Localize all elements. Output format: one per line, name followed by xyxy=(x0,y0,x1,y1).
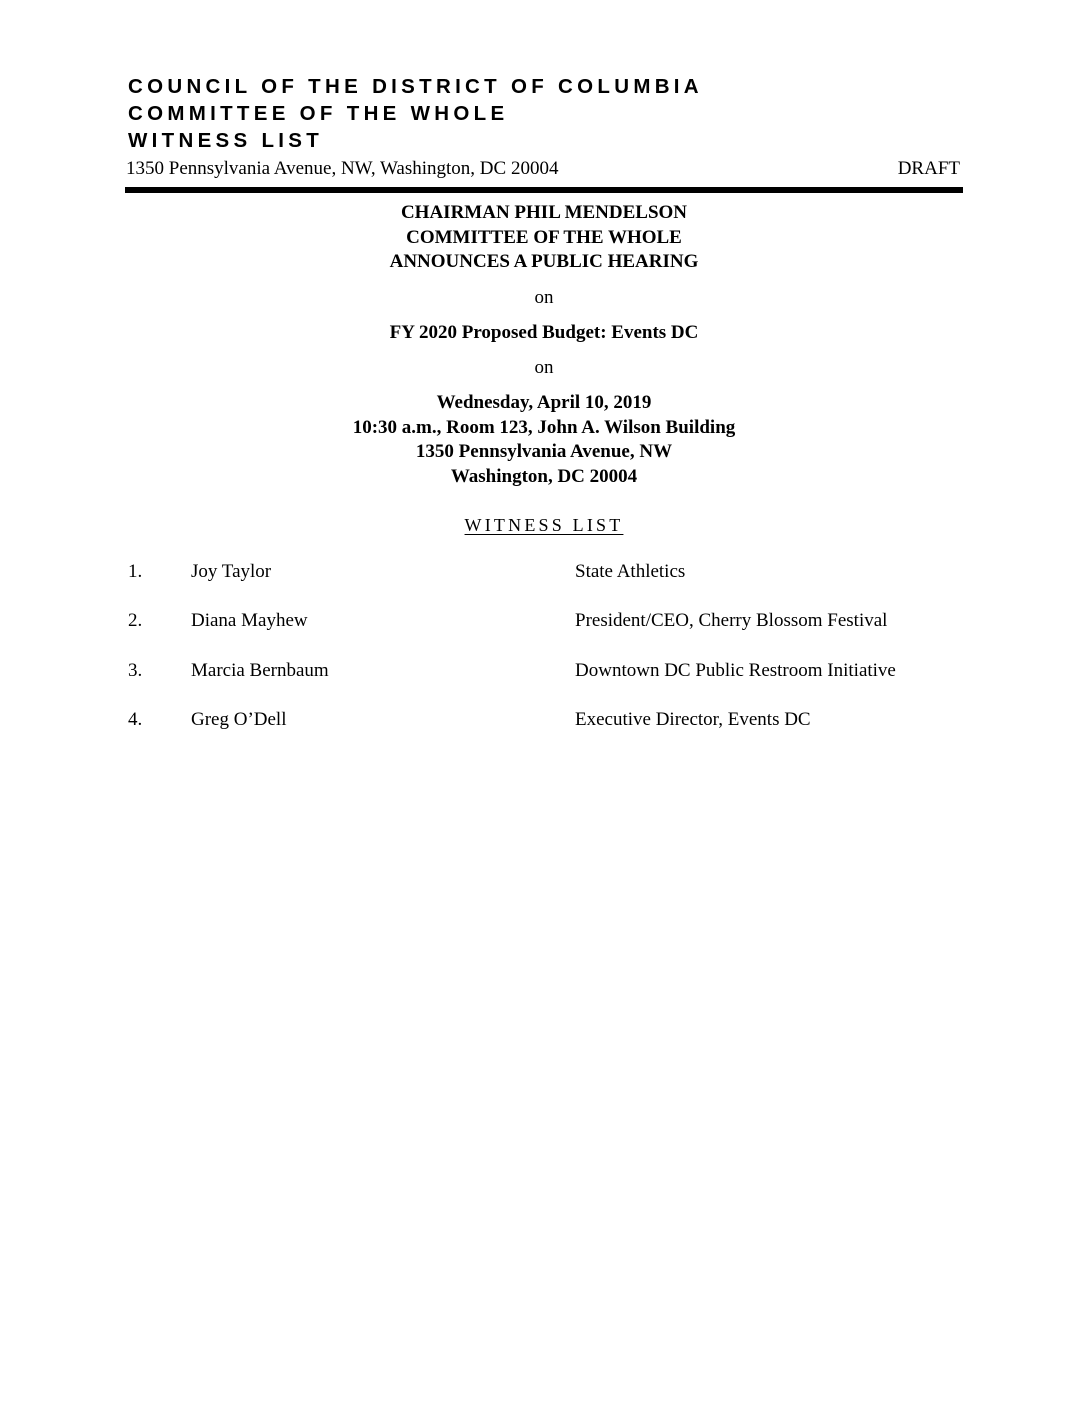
document-title: WITNESS LIST xyxy=(128,129,324,152)
connector-text: on xyxy=(534,287,554,308)
hearing-street: 1350 Pennsylvania Avenue, NW xyxy=(415,441,673,462)
witness-row xyxy=(128,709,960,735)
witness-row xyxy=(128,561,960,587)
address-row xyxy=(126,158,960,180)
witness-name: Marcia Bernbaum xyxy=(191,660,329,681)
committee-title: COMMITTEE OF THE WHOLE xyxy=(128,102,509,125)
witness-organization: State Athletics xyxy=(575,561,686,582)
council-address: 1350 Pennsylvania Avenue, NW, Washington, DC 20004 xyxy=(126,158,559,179)
witness-name: Diana Mayhew xyxy=(191,610,308,631)
announcement-block xyxy=(0,201,1088,275)
witness-organization: President/CEO, Cherry Blossom Festival xyxy=(575,610,888,631)
hearing-details xyxy=(0,391,1088,489)
hearing-date: Wednesday, April 10, 2019 xyxy=(436,392,652,413)
witness-organization: Downtown DC Public Restroom Initiative xyxy=(575,660,896,681)
witness-list-heading-text: WITNESS LIST xyxy=(464,515,624,535)
witness-organization: Executive Director, Events DC xyxy=(575,709,811,730)
witness-list-heading xyxy=(0,513,1088,538)
witness-number: 1. xyxy=(128,561,143,582)
council-title: COUNCIL OF THE DISTRICT OF COLUMBIA xyxy=(128,75,703,98)
announcement-line: COMMITTEE OF THE WHOLE xyxy=(406,226,682,248)
announcement-line: ANNOUNCES A PUBLIC HEARING xyxy=(389,251,699,272)
witness-number: 4. xyxy=(128,709,143,730)
witness-number: 3. xyxy=(128,660,143,681)
witness-name: Greg O’Dell xyxy=(191,709,287,730)
witness-row xyxy=(128,610,960,636)
hearing-time-location: 10:30 a.m., Room 123, John A. Wilson Building xyxy=(352,416,736,438)
announcement-line: CHAIRMAN PHIL MENDELSON xyxy=(400,202,688,223)
witness-row xyxy=(128,660,960,686)
connector-text: on xyxy=(534,357,554,378)
hearing-topic: FY 2020 Proposed Budget: Events DC xyxy=(389,322,699,343)
header-divider xyxy=(125,187,963,193)
witness-name: Joy Taylor xyxy=(191,561,272,582)
draft-label: DRAFT xyxy=(897,158,960,179)
hearing-city: Washington, DC 20004 xyxy=(450,465,638,487)
witness-number: 2. xyxy=(128,610,143,631)
